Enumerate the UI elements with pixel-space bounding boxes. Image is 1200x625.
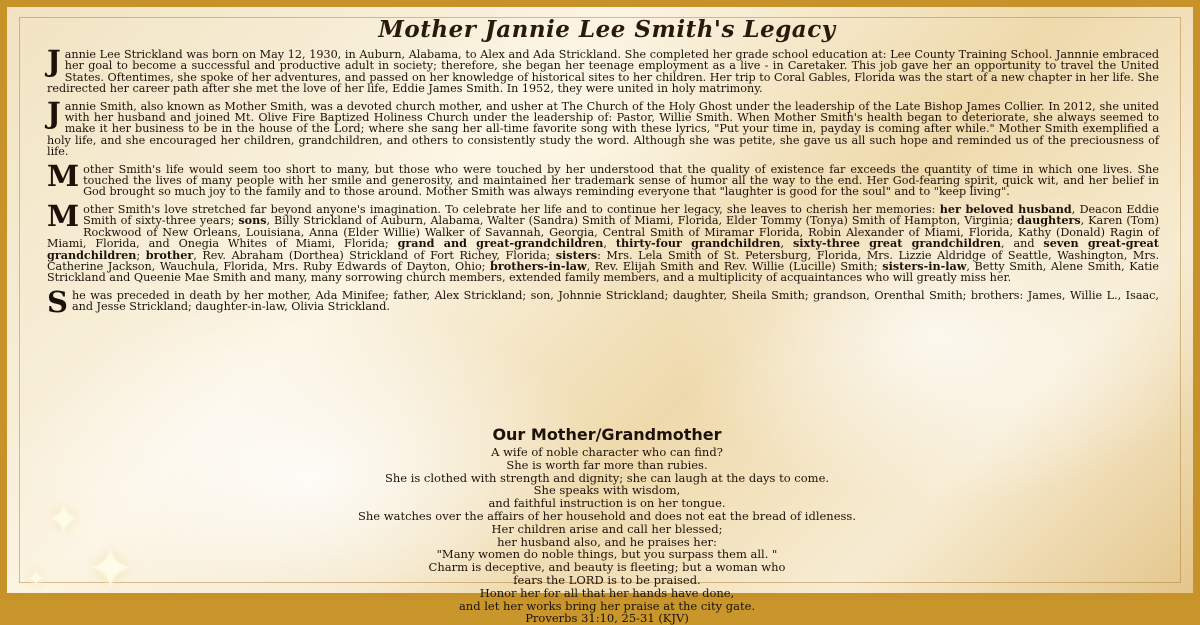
poem-line: She is worth far more than rubies. — [506, 457, 708, 472]
poem-citation: Proverbs 31:10, 25-31 (KJV) — [525, 611, 689, 625]
bold-text-segment: sons — [238, 213, 267, 228]
poem-line: A wife of noble character who can find? — [491, 445, 723, 459]
poem-line: and faithful instruction is on her tongue. — [488, 496, 726, 511]
bold-text-segment: daughters — [1017, 213, 1081, 228]
poem-line: She is clothed with strength and dignity; she can laugh at the days to come. — [384, 470, 830, 485]
poem-line: She watches over the affairs of her household and does not eat the bread of idleness. — [358, 508, 856, 523]
poem-line: her husband also, and he praises her: — [497, 534, 717, 549]
obituary-paragraph — [47, 95, 1159, 159]
bold-text-segment: seven great-great grandchildren — [47, 236, 1159, 262]
text-segment: : Mrs. Lela Smith of St. Petersburg, Florida, Mrs. Lizzie Aldridge of Seattle, Washington, Mrs. Catherine Jackson, Wauchula, Florida, Mrs. Ruby Edwards of Dayton, Ohio; — [47, 248, 1160, 273]
text-segment: , Rev. Abraham (Dorthea) Strickland of Fort Richey, Florida; — [193, 248, 556, 262]
bold-text-segment: thirty-four grandchildren — [615, 236, 781, 251]
bold-text-segment: brothers-in-law — [490, 258, 587, 273]
drop-cap: S — [47, 284, 68, 319]
sparkle-decoration: ✦ — [87, 537, 134, 602]
bold-text-segment: sixty-three great grandchildren — [792, 236, 1002, 251]
text-segment: other Smith's love stretched far beyond anyone's imagination. To celebrate her life and to continue her legacy, she leaves to cherish her memories: — [83, 202, 940, 216]
sparkle-decoration: ✦ — [47, 497, 81, 543]
poem-line: and let her works bring her praise at the city gate. — [458, 598, 756, 613]
text-segment: other Smith's life would seem too short to many, but those who were touched by her understood that the quality of existence far exceeds the quantity of time in which one lives. She touched the lives of many people with her smile and generosity, and maintained her trademark sense of humor all the way to the end. Her God-fearing spirit, quick wit, and her belief in God brought so much joy to the family and to those around. Mother Smith was always reminding everyone that "laughter is good for the soul" and to "keep living". — [83, 162, 1159, 199]
obituary-body — [47, 44, 1160, 319]
poem-line: Honor her for all that her hands have done, — [479, 585, 735, 600]
poem-line: She speaks with wisdom, — [533, 483, 681, 498]
poem-line: Her children arise and call her blessed; — [491, 521, 723, 536]
drop-cap: J — [47, 44, 61, 78]
bold-text-segment: sisters — [555, 247, 598, 262]
text-segment: , Karen (Tom) Rockwood of New Orleans, Louisiana, Anna (Elder Willie) Walker of Savannah, Georgia, Central Smith of Miramar Florida, Robin Alexander of Miami, Florida, Kathy (Donald) Ragin of Miami, Florida, and Onegia Whites of Miami, Florida; — [47, 214, 1159, 251]
text-segment: ; — [136, 248, 146, 262]
text-segment: , Rev. Elijah Smith and Rev. Willie (Lucille) Smith; — [586, 259, 883, 273]
text-segment: , — [780, 237, 793, 251]
drop-cap: M — [47, 198, 80, 233]
bold-text-segment: her beloved husband — [939, 201, 1072, 216]
page-title: Mother Jannie Lee Smith's Legacy — [378, 16, 836, 43]
bold-text-segment: brother — [145, 247, 194, 262]
poem-line: Charm is deceptive, and beauty is fleeting; but a woman who — [428, 560, 786, 575]
obituary-paragraph — [47, 284, 1159, 319]
obituary-paragraph — [47, 158, 1159, 199]
text-segment: , and — [1001, 237, 1044, 251]
text-segment: , Betty Smith, Alene Smith, Katie Strickland and Queenie Mae Smith and many, many sorrowing church members, extended family members, and a multiplicity of acquaintances who will greatly miss her. — [47, 259, 1159, 285]
poem-section — [7, 425, 1200, 625]
text-segment: , Deacon Eddie Smith of sixty-three years; — [83, 202, 1160, 228]
poem-line: "Many women do noble things, but you surpass them all. " — [436, 547, 778, 562]
obituary-paragraph — [47, 44, 1159, 96]
text-segment: , Billy Strickland of Auburn, Alabama, Walter (Sandra) Smith of Miami, Florida, Elder Tommy (Tonya) Smith of Hampton, Virginia; — [266, 214, 1018, 228]
text-segment: annie Smith, also known as Mother Smith, was a devoted church mother, and usher at The Church of the Holy Ghost under the leadership of the Late Bishop James Collier. In 2012, she united with her husband and joined Mt. Olive Fire Baptized Holiness Church under the leadership of: Pastor, Willie Smith. When Mother Smith's health began to deteriorate, she always seemed to make it her business to be in the house of the Lord; where she sang her all-time favorite song with these lyrics, "Put your time in, payday is coming after while." Mother Smith exemplified a holy life, and she encouraged her children, grandchildren, and others to consistently study the word. Although she was petite, she gave us all such hope and reminded us of the preciousness of life. — [47, 99, 1159, 159]
text-segment: , — [603, 237, 616, 251]
sparkle-decoration: ✦ — [27, 567, 46, 592]
bold-text-segment: grand and great-grandchildren — [397, 236, 604, 251]
poem-line: fears the LORD is to be praised. — [513, 572, 701, 587]
text-segment: annie Lee Strickland was born on May 12, 1930, in Auburn, Alabama, to Alex and Ada Strickland. She completed her grade school education at: Lee County Training School. Jannnie embraced her goal to become a successful and productive adult in society; therefore, she began her teenage employment as a live - in Caretaker. This job gave her an opportunity to travel the United States. Oftentimes, she spoke of her adventures, and passed on her knowledge of historical sites to her children. Her trip to Coral Gables, Florida was the start of a new chapter in her life. She redirected her career path after she met the love of her life, Eddie James Smith. In 1952, they were united in holy matrimony. — [47, 48, 1159, 96]
poem-lines — [7, 446, 1200, 625]
text-segment: he was preceded in death by her mother, Ada Minifee; father, Alex Strickland; son, Johnnie Strickland; daughter, Sheila Smith; grandson, Orenthal Smith; brothers: James, Willie L., Isaac, and Jesse Strickland; daughter-in-law, Olivia Strickland. — [71, 288, 1159, 314]
drop-cap: M — [47, 158, 80, 193]
bold-text-segment: sisters-in-law — [882, 258, 967, 273]
obituary-paragraph — [47, 198, 1160, 285]
drop-cap: J — [47, 95, 61, 130]
poem-title: Our Mother/Grandmother — [492, 425, 722, 444]
